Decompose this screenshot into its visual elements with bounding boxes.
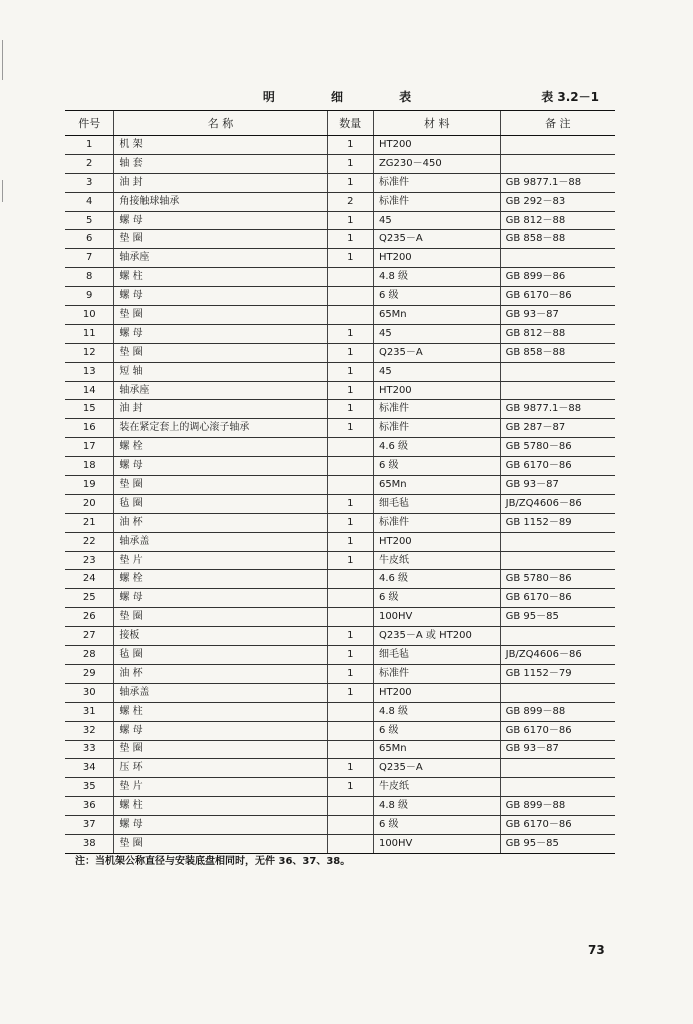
column-header-name: 名 称	[114, 111, 327, 136]
table-number: 表 3.2－1	[541, 90, 599, 104]
cell-remarks: GB 6170－86	[500, 721, 615, 740]
table-row	[65, 494, 615, 513]
cell-name: 轴 套	[114, 154, 327, 173]
cell-material: 标准件	[373, 513, 500, 532]
cell-quantity	[327, 834, 373, 853]
cell-name: 垫 圈	[114, 608, 327, 627]
cell-part-number: 29	[65, 664, 114, 683]
cell-quantity	[327, 797, 373, 816]
table-row	[65, 211, 615, 230]
column-header-material: 材 料	[373, 111, 500, 136]
cell-remarks: GB 292－83	[500, 192, 615, 211]
cell-name: 垫 圈	[114, 476, 327, 495]
cell-material: 4.8 级	[373, 797, 500, 816]
table-row	[65, 287, 615, 306]
cell-quantity: 1	[327, 381, 373, 400]
cell-part-number: 25	[65, 589, 114, 608]
cell-quantity: 1	[327, 513, 373, 532]
cell-remarks: GB 812－88	[500, 324, 615, 343]
cell-remarks: GB 5780－86	[500, 438, 615, 457]
cell-part-number: 10	[65, 306, 114, 325]
cell-part-number: 16	[65, 419, 114, 438]
table-row	[65, 476, 615, 495]
cell-name: 垫 片	[114, 778, 327, 797]
column-header-quantity: 数量	[327, 111, 373, 136]
cell-quantity: 1	[327, 362, 373, 381]
cell-material: Q235－A 或 HT200	[373, 627, 500, 646]
cell-material: 细毛毡	[373, 646, 500, 665]
table-row	[65, 513, 615, 532]
cell-quantity: 1	[327, 419, 373, 438]
cell-name: 螺 柱	[114, 797, 327, 816]
cell-remarks	[500, 154, 615, 173]
cell-part-number: 1	[65, 136, 114, 155]
table-row	[65, 570, 615, 589]
cell-material: 标准件	[373, 173, 500, 192]
cell-part-number: 21	[65, 513, 114, 532]
cell-quantity	[327, 457, 373, 476]
cell-material: 45	[373, 211, 500, 230]
table-row	[65, 664, 615, 683]
cell-part-number: 13	[65, 362, 114, 381]
table-body	[65, 136, 615, 854]
table-row	[65, 759, 615, 778]
cell-remarks: GB 1152－79	[500, 664, 615, 683]
cell-quantity	[327, 438, 373, 457]
cell-quantity: 1	[327, 154, 373, 173]
cell-material: 45	[373, 362, 500, 381]
footnote: 注：当机架公称直径与安装底盘相同时，无件 36、37、38。	[75, 856, 351, 867]
cell-name: 垫 圈	[114, 740, 327, 759]
table-row	[65, 646, 615, 665]
cell-remarks	[500, 551, 615, 570]
cell-remarks	[500, 249, 615, 268]
cell-material: 6 级	[373, 287, 500, 306]
cell-name: 毡 圈	[114, 494, 327, 513]
cell-name: 接板	[114, 627, 327, 646]
cell-name: 压 环	[114, 759, 327, 778]
cell-material: 65Mn	[373, 306, 500, 325]
cell-material: 6 级	[373, 457, 500, 476]
cell-part-number: 20	[65, 494, 114, 513]
cell-part-number: 36	[65, 797, 114, 816]
cell-name: 油 封	[114, 400, 327, 419]
table-row	[65, 343, 615, 362]
cell-name: 垫 圈	[114, 834, 327, 853]
cell-quantity: 1	[327, 343, 373, 362]
cell-remarks: GB 287－87	[500, 419, 615, 438]
cell-remarks: GB 899－88	[500, 797, 615, 816]
cell-name: 轴承座	[114, 249, 327, 268]
cell-quantity	[327, 589, 373, 608]
scan-edge-mark	[2, 40, 3, 80]
cell-quantity	[327, 816, 373, 835]
cell-name: 垫 圈	[114, 306, 327, 325]
cell-material: 标准件	[373, 419, 500, 438]
cell-part-number: 3	[65, 173, 114, 192]
table-row	[65, 457, 615, 476]
page-number: 73	[588, 943, 605, 957]
cell-part-number: 2	[65, 154, 114, 173]
cell-quantity: 1	[327, 664, 373, 683]
cell-part-number: 15	[65, 400, 114, 419]
scan-edge-mark	[2, 180, 3, 202]
table-row	[65, 778, 615, 797]
table-row	[65, 702, 615, 721]
table-row	[65, 797, 615, 816]
cell-material: Q235－A	[373, 230, 500, 249]
table-row	[65, 400, 615, 419]
cell-part-number: 19	[65, 476, 114, 495]
cell-part-number: 24	[65, 570, 114, 589]
cell-part-number: 18	[65, 457, 114, 476]
table-row	[65, 324, 615, 343]
column-header-remarks: 备 注	[500, 111, 615, 136]
cell-part-number: 9	[65, 287, 114, 306]
cell-remarks: GB 899－86	[500, 268, 615, 287]
cell-quantity: 2	[327, 192, 373, 211]
cell-name: 油 封	[114, 173, 327, 192]
cell-material: HT200	[373, 249, 500, 268]
cell-material: HT200	[373, 532, 500, 551]
cell-name: 角接触球轴承	[114, 192, 327, 211]
cell-quantity: 1	[327, 230, 373, 249]
cell-remarks: GB 95－85	[500, 608, 615, 627]
cell-material: ZG230－450	[373, 154, 500, 173]
cell-quantity: 1	[327, 627, 373, 646]
cell-name: 机 架	[114, 136, 327, 155]
cell-material: 4.6 级	[373, 438, 500, 457]
cell-name: 垫 片	[114, 551, 327, 570]
cell-remarks: GB 812－88	[500, 211, 615, 230]
cell-quantity: 1	[327, 400, 373, 419]
cell-remarks: GB 93－87	[500, 306, 615, 325]
table-row	[65, 589, 615, 608]
cell-quantity: 1	[327, 494, 373, 513]
cell-remarks: GB 858－88	[500, 343, 615, 362]
cell-material: 标准件	[373, 664, 500, 683]
cell-remarks	[500, 778, 615, 797]
cell-quantity	[327, 306, 373, 325]
cell-material: Q235－A	[373, 759, 500, 778]
cell-remarks	[500, 683, 615, 702]
table-row	[65, 192, 615, 211]
cell-quantity: 1	[327, 759, 373, 778]
cell-name: 油 杯	[114, 664, 327, 683]
table-row	[65, 136, 615, 155]
cell-part-number: 26	[65, 608, 114, 627]
cell-part-number: 38	[65, 834, 114, 853]
cell-material: 6 级	[373, 721, 500, 740]
cell-material: Q235－A	[373, 343, 500, 362]
column-header-part-number: 件号	[65, 111, 114, 136]
cell-remarks: GB 899－88	[500, 702, 615, 721]
cell-name: 轴承盖	[114, 532, 327, 551]
cell-material: HT200	[373, 683, 500, 702]
table-row	[65, 230, 615, 249]
cell-quantity	[327, 570, 373, 589]
cell-name: 螺 母	[114, 816, 327, 835]
cell-name: 螺 母	[114, 287, 327, 306]
cell-part-number: 32	[65, 721, 114, 740]
cell-material: 6 级	[373, 589, 500, 608]
cell-part-number: 11	[65, 324, 114, 343]
cell-material: 65Mn	[373, 740, 500, 759]
cell-quantity	[327, 608, 373, 627]
cell-quantity: 1	[327, 173, 373, 192]
cell-name: 垫 圈	[114, 343, 327, 362]
cell-name: 螺 母	[114, 211, 327, 230]
table-row	[65, 306, 615, 325]
cell-part-number: 6	[65, 230, 114, 249]
cell-remarks: GB 93－87	[500, 740, 615, 759]
cell-name: 螺 母	[114, 324, 327, 343]
cell-part-number: 4	[65, 192, 114, 211]
table-row	[65, 268, 615, 287]
cell-remarks	[500, 136, 615, 155]
cell-remarks: GB 858－88	[500, 230, 615, 249]
cell-name: 螺 母	[114, 457, 327, 476]
table-row	[65, 362, 615, 381]
cell-part-number: 27	[65, 627, 114, 646]
cell-name: 装在紧定套上的调心滚子轴承	[114, 419, 327, 438]
table-row	[65, 438, 615, 457]
table-row	[65, 721, 615, 740]
cell-part-number: 33	[65, 740, 114, 759]
cell-part-number: 22	[65, 532, 114, 551]
table-row	[65, 419, 615, 438]
table-row	[65, 816, 615, 835]
cell-remarks: GB 6170－86	[500, 457, 615, 476]
table-row	[65, 627, 615, 646]
cell-quantity: 1	[327, 683, 373, 702]
cell-name: 螺 柱	[114, 702, 327, 721]
cell-material: 牛皮纸	[373, 778, 500, 797]
cell-name: 螺 柱	[114, 268, 327, 287]
cell-part-number: 17	[65, 438, 114, 457]
cell-quantity: 1	[327, 324, 373, 343]
table-row	[65, 834, 615, 853]
table-row	[65, 249, 615, 268]
cell-quantity	[327, 268, 373, 287]
cell-remarks: GB 93－87	[500, 476, 615, 495]
cell-material: 100HV	[373, 608, 500, 627]
cell-part-number: 37	[65, 816, 114, 835]
cell-remarks: GB 6170－86	[500, 816, 615, 835]
cell-quantity: 1	[327, 646, 373, 665]
cell-name: 轴承座	[114, 381, 327, 400]
cell-remarks	[500, 362, 615, 381]
cell-quantity	[327, 476, 373, 495]
cell-material: 标准件	[373, 400, 500, 419]
cell-part-number: 14	[65, 381, 114, 400]
cell-material: 4.8 级	[373, 268, 500, 287]
cell-name: 螺 栓	[114, 570, 327, 589]
cell-remarks: JB/ZQ4606－86	[500, 646, 615, 665]
cell-quantity: 1	[327, 136, 373, 155]
cell-remarks	[500, 627, 615, 646]
cell-material: 45	[373, 324, 500, 343]
cell-name: 毡 圈	[114, 646, 327, 665]
cell-name: 螺 母	[114, 589, 327, 608]
table-row	[65, 683, 615, 702]
cell-remarks	[500, 759, 615, 778]
cell-material: 标准件	[373, 192, 500, 211]
cell-remarks: GB 6170－86	[500, 589, 615, 608]
cell-material: 6 级	[373, 816, 500, 835]
table-header-row	[65, 111, 615, 136]
cell-part-number: 7	[65, 249, 114, 268]
table-row	[65, 551, 615, 570]
cell-material: 细毛毡	[373, 494, 500, 513]
cell-remarks	[500, 532, 615, 551]
cell-part-number: 5	[65, 211, 114, 230]
cell-material: 100HV	[373, 834, 500, 853]
table-title: 明 细 表	[262, 90, 438, 104]
cell-part-number: 8	[65, 268, 114, 287]
cell-material: HT200	[373, 381, 500, 400]
cell-material: 4.8 级	[373, 702, 500, 721]
cell-quantity: 1	[327, 249, 373, 268]
cell-remarks: GB 9877.1－88	[500, 173, 615, 192]
cell-name: 短 轴	[114, 362, 327, 381]
cell-part-number: 12	[65, 343, 114, 362]
table-row	[65, 532, 615, 551]
cell-part-number: 34	[65, 759, 114, 778]
cell-material: 65Mn	[373, 476, 500, 495]
cell-quantity	[327, 740, 373, 759]
cell-material: 4.6 级	[373, 570, 500, 589]
table-row	[65, 381, 615, 400]
cell-part-number: 23	[65, 551, 114, 570]
cell-remarks: GB 6170－86	[500, 287, 615, 306]
cell-material: HT200	[373, 136, 500, 155]
cell-name: 螺 栓	[114, 438, 327, 457]
table-row	[65, 173, 615, 192]
cell-quantity	[327, 287, 373, 306]
cell-part-number: 30	[65, 683, 114, 702]
cell-part-number: 28	[65, 646, 114, 665]
cell-quantity: 1	[327, 551, 373, 570]
cell-remarks: GB 95－85	[500, 834, 615, 853]
cell-part-number: 31	[65, 702, 114, 721]
cell-name: 油 杯	[114, 513, 327, 532]
cell-name: 螺 母	[114, 721, 327, 740]
cell-quantity	[327, 721, 373, 740]
cell-material: 牛皮纸	[373, 551, 500, 570]
cell-part-number: 35	[65, 778, 114, 797]
cell-name: 轴承盖	[114, 683, 327, 702]
parts-list-table	[65, 110, 615, 854]
cell-quantity: 1	[327, 778, 373, 797]
cell-quantity: 1	[327, 532, 373, 551]
cell-remarks: GB 5780－86	[500, 570, 615, 589]
cell-quantity	[327, 702, 373, 721]
cell-remarks: JB/ZQ4606－86	[500, 494, 615, 513]
table-row	[65, 154, 615, 173]
cell-quantity: 1	[327, 211, 373, 230]
cell-name: 垫 圈	[114, 230, 327, 249]
cell-remarks: GB 9877.1－88	[500, 400, 615, 419]
cell-remarks: GB 1152－89	[500, 513, 615, 532]
table-row	[65, 740, 615, 759]
cell-remarks	[500, 381, 615, 400]
table-row	[65, 608, 615, 627]
